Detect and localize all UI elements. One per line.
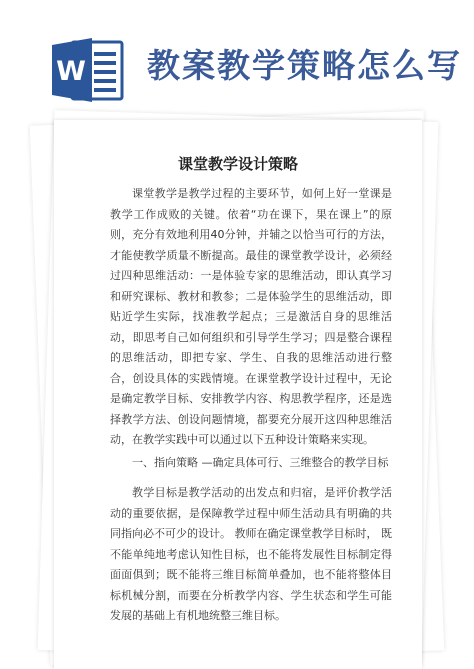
document-body — [110, 184, 392, 627]
word-document-icon — [50, 35, 126, 105]
header-banner — [0, 0, 474, 108]
word-letter: W — [56, 56, 86, 87]
paragraph-intro: 课堂教学是教学过程的主要环节，如何上好一堂课是教学工作成败的关键。依着“功在课下，果在课上”的原则，充分有效地利用40分钟，并辅之以恰当可行的方法，才能使教学质量不断提高。最佳的课堂教学设计，必须经过四种思维活动：一是体验专家的思维活动，即认真学习和研究课标、教材和教参；二是体验学生的思维活动，即贴近学生实际，找准教学起点；三是激活自身的思维活动，即思考自己如何组织和引导学生学习；四是整合课程的思维活动，即把专家、学生、自我的思维活动进行整合，创设具体的实践情境。在课堂教学设计过程中，无论是确定教学目标、安排教学内容、构思教学程序，还是选择教学方法、创设问题情境，都要充分展开这四种思维活动，在教学实践中可以通过以下五种设计策略来实现。 — [110, 187, 392, 446]
section-heading: 一、指向策略 —确定具体可行、三维整合的教学目标 — [132, 455, 389, 469]
page-title: 教案教学策略怎么写 — [147, 46, 462, 85]
document-page — [54, 120, 422, 669]
document-title: 课堂教学设计策略 — [177, 155, 298, 173]
paragraph-objectives: 教学目标是教学活动的出发点和归宿，是评价教学活动的重要依据，是保障教学过程中师生活动具有明确的共同指向必不可少的设计。 教师在确定课堂教学目标时， 既不能单纯地考虑认知性目标，也不能将发展性目标制定得面面俱到；既不能将三维目标简单叠加，也不能将整体目标机械分割，而要在分析教学内容、学生状态和学生可能发展的基础上有机地统整三维目标。 — [110, 486, 392, 622]
